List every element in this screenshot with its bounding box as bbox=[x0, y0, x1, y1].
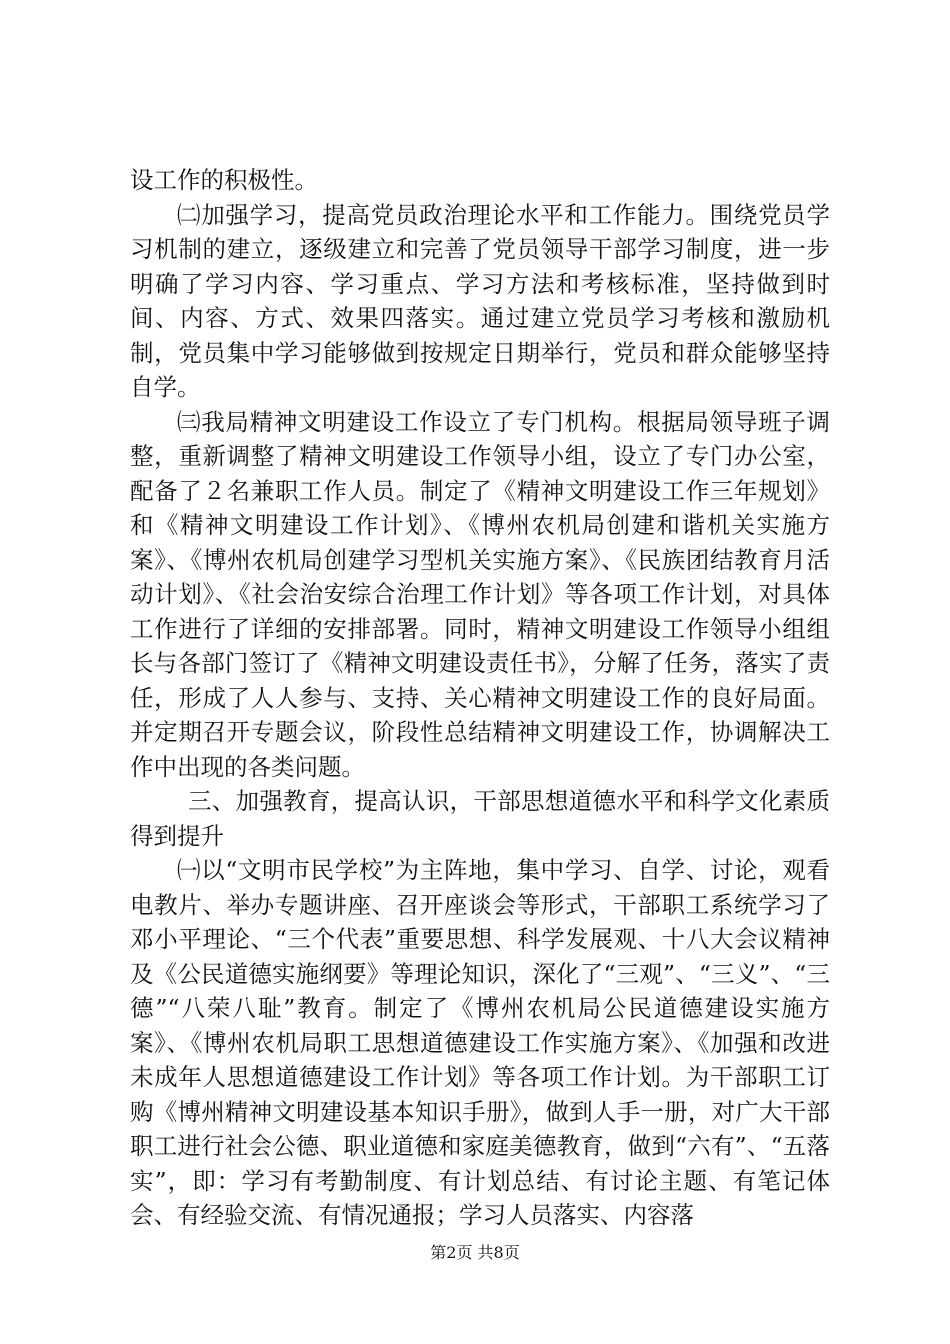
page-number: 第2页 共8页 bbox=[430, 1243, 520, 1262]
page-footer bbox=[0, 1243, 950, 1263]
paragraph-civic-school: ㈠以“文明市民学校”为主阵地，集中学习、自学、讨论，观看电教片、举办专题讲座、召开座谈会等形式，干部职工系统学习了邓小平理论、“三个代表”重要思想、科学发展观、十八大会议精神及《公民道德实施纲要》等理论知识，深化了“三观”、“三义”、“三德”“八荣八耻”教育。制定了《博州农机局公民道德建设实施方案》、《博州农机局职工思想道德建设工作实施方案》、《加强和改进未成年人思想道德建设工作计划》等各项工作计划。为干部职工订购《博州精神文明建设基本知识手册》，做到人手一册，对广大干部职工进行社会公德、职业道德和家庭美德教育，做到“六有”、“五落实”，即：学习有考勤制度、有计划总结、有讨论主题、有笔记体会、有经验交流、有情况通报；学习人员落实、内容落 bbox=[130, 856, 830, 1229]
paragraph-study: ㈡加强学习，提高党员政治理论水平和工作能力。围绕党员学习机制的建立，逐级建立和完善了党员领导干部学习制度，进一步明确了学习内容、学习重点、学习方法和考核标准，坚持做到时间、内容、方式、效果四落实。通过建立党员学习考核和激励机制，党员集中学习能够做到按规定日期举行，党员和群众能够坚持自学。 bbox=[130, 200, 830, 401]
paragraph-continuation: 设工作的积极性。 bbox=[130, 166, 318, 194]
section-heading-three: 三、加强教育，提高认识，干部思想道德水平和科学文化素质得到提升 bbox=[130, 787, 830, 850]
paragraph-institution: ㈢我局精神文明建设工作设立了专门机构。根据局领导班子调整，重新调整了精神文明建设工作领导小组，设立了专门办公室，配备了２名兼职工作人员。制定了《精神文明建设工作三年规划》和《精神文明建设工作计划》、《博州农机局创建和谐机关实施方案》、《博州农机局创建学习型机关实施方案》、《民族团结教育月活动计划》、《社会治安综合治理工作计划》等各项工作计划，对具体工作进行了详细的安排部署。同时，精神文明建设工作领导小组组长与各部门签订了《精神文明建设责任书》，分解了任务，落实了责任，形成了人人参与、支持、关心精神文明建设工作的良好局面。并定期召开专题会议，阶段性总结精神文明建设工作，协调解决工作中出现的各类问题。 bbox=[130, 407, 830, 781]
document-body bbox=[130, 163, 830, 1233]
